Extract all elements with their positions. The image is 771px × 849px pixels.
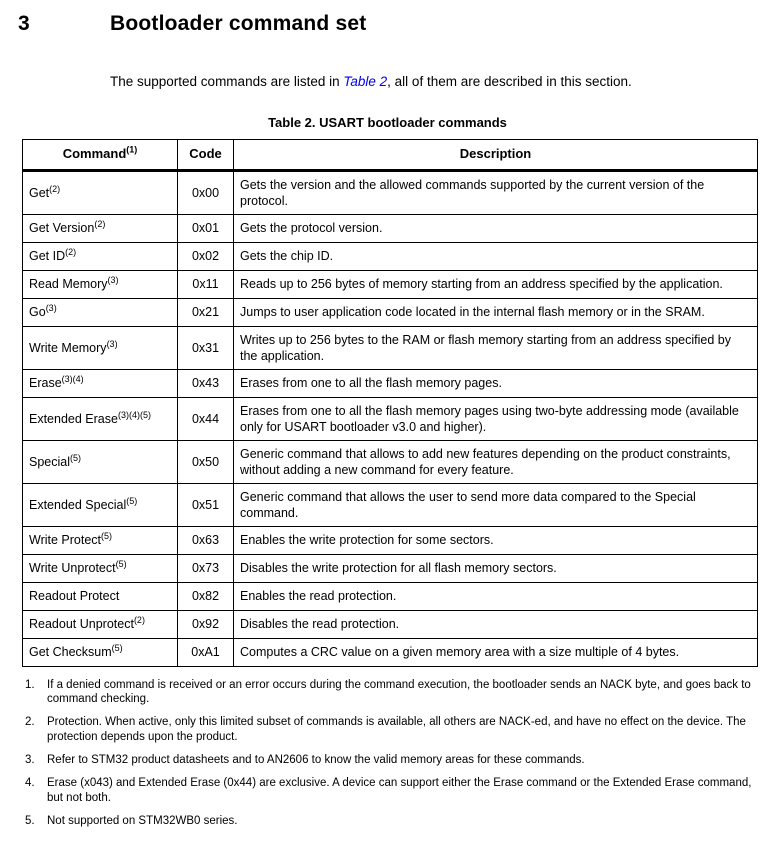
table-header [23, 139, 758, 170]
footnote-ref: (5) [101, 530, 113, 541]
footnote-text: Not supported on STM32WB0 series. [47, 815, 238, 828]
command-name: Special$^{(5)}$ [23, 440, 178, 483]
command-code: 0x50 [178, 440, 234, 483]
footnote-ref: (5) [126, 495, 138, 506]
command-name: Write Protect$^{(5)}$ [23, 526, 178, 554]
table-row-write-protect [23, 526, 758, 554]
footnote-number: 2. [25, 716, 35, 729]
footnote-text: Refer to STM32 product datasheets and to AN2606 to know the valid memory areas for these commands. [47, 754, 585, 767]
command-description: Generic command that allows to add new features depending on the product constraints, without adding a new command for every feature. [234, 440, 758, 483]
command-code: 0x02 [178, 242, 234, 270]
table-row-read-memory [23, 270, 758, 298]
command-name: Erase$^{(3)(4)}$ [23, 369, 178, 397]
footnote-ref: (5) [70, 452, 81, 463]
command-description: Erases from one to all the flash memory pages. [234, 369, 758, 397]
command-description: Reads up to 256 bytes of memory starting from an address specified by the application. [234, 270, 758, 298]
command-description: Enables the read protection. [234, 582, 758, 610]
table-row-get [23, 170, 758, 214]
command-name: Extended Special$^{(5)}$ [23, 483, 178, 526]
table-row-get-checksum [23, 638, 758, 666]
command-description: Gets the protocol version. [234, 214, 758, 242]
command-name: Readout Unprotect$^{(2)}$ [23, 610, 178, 638]
footnote-text: Erase (x043) and Extended Erase (0x44) are exclusive. A device can support either the Erase command or the Extended Erase command, but not both. [47, 777, 752, 804]
footnote-ref: (2) [94, 218, 106, 229]
footnote-ref: (2) [133, 614, 145, 625]
command-description: Disables the read protection. [234, 610, 758, 638]
table-row-extended-special [23, 483, 758, 526]
footnote-number: 5. [25, 815, 35, 828]
command-name: Go$^{(3)}$ [23, 298, 178, 326]
table-header-row [23, 139, 758, 170]
table-2-link[interactable]: Table 2 [343, 74, 388, 89]
footnote-ref: (3) [45, 302, 57, 313]
section-heading [18, 12, 758, 36]
command-code: 0x73 [178, 554, 234, 582]
command-description: Writes up to 256 bytes to the RAM or flash memory starting from an address specified by the application. [234, 326, 758, 369]
footnote-2 [25, 715, 765, 744]
footnote-number: 3. [25, 754, 35, 767]
command-description: Disables the write protection for all flash memory sectors. [234, 554, 758, 582]
command-code: 0x92 [178, 610, 234, 638]
table-row-special [23, 440, 758, 483]
command-code: 0x31 [178, 326, 234, 369]
header-command: Command$^{(1)}$ [23, 139, 178, 170]
command-code: 0x51 [178, 483, 234, 526]
intro-text-before: The supported commands are listed in [110, 74, 344, 89]
table-row-go [23, 298, 758, 326]
command-description: Jumps to user application code located in the internal flash memory or in the SRAM. [234, 298, 758, 326]
command-description: Gets the chip ID. [234, 242, 758, 270]
footnote-4 [25, 776, 765, 805]
footnote-ref: (5) [111, 642, 123, 653]
footnote-number: 4. [25, 777, 35, 790]
footnote-ref: (3) [107, 274, 119, 285]
footnote-3 [25, 753, 765, 767]
command-code: 0xA1 [178, 638, 234, 666]
command-code: 0x63 [178, 526, 234, 554]
command-code: 0x82 [178, 582, 234, 610]
footnotes-list [25, 678, 758, 829]
table-caption: Table 2. USART bootloader commands [268, 114, 507, 130]
table-row-get-id [23, 242, 758, 270]
footnote-ref: (3)(4)(5) [117, 409, 151, 420]
command-description: Erases from one to all the flash memory pages using two-byte addressing mode (available only for USART bootloader v3.0 and higher). [234, 397, 758, 440]
table-row-write-memory [23, 326, 758, 369]
command-name: Get Version$^{(2)}$ [23, 214, 178, 242]
command-code: 0x43 [178, 369, 234, 397]
command-name: Get Checksum$^{(5)}$ [23, 638, 178, 666]
footnote-1 [25, 678, 765, 707]
command-description: Enables the write protection for some sectors. [234, 526, 758, 554]
intro-paragraph [110, 73, 758, 91]
command-name: Read Memory$^{(3)}$ [23, 270, 178, 298]
header-code: Code [178, 139, 234, 170]
table-row-write-unprotect [23, 554, 758, 582]
command-code: 0x11 [178, 270, 234, 298]
table-row-extended-erase [23, 397, 758, 440]
command-name: Write Unprotect$^{(5)}$ [23, 554, 178, 582]
command-code: 0x44 [178, 397, 234, 440]
header-description: Description [234, 139, 758, 170]
table-row-readout-protect [23, 582, 758, 610]
command-name: Write Memory$^{(3)}$ [23, 326, 178, 369]
command-code: 0x01 [178, 214, 234, 242]
command-name: Get ID$^{(2)}$ [23, 242, 178, 270]
footnote-number: 1. [25, 678, 35, 691]
footnote-ref: (2) [65, 246, 77, 257]
table-row-erase [23, 369, 758, 397]
command-name: Get$^{(2)}$ [23, 170, 178, 214]
command-name: Readout Protect [23, 582, 178, 610]
footnote-5 [25, 814, 765, 828]
section-number: 3 [18, 12, 30, 35]
intro-text-after: , all of them are described in this section. [387, 74, 632, 89]
footnote-ref: (2) [49, 183, 61, 194]
table-row-get-version [23, 214, 758, 242]
command-name: Extended Erase$^{(3)(4)(5)}$ [23, 397, 178, 440]
command-description: Gets the version and the allowed commands supported by the current version of the protocol. [234, 170, 758, 214]
command-description: Generic command that allows the user to send more data compared to the Special command. [234, 483, 758, 526]
header-command-footnote-ref: (1) [126, 144, 138, 155]
command-description: Computes a CRC value on a given memory area with a size multiple of 4 bytes. [234, 638, 758, 666]
footnote-ref: (3)(4) [61, 373, 84, 384]
usart-commands-table [22, 139, 758, 667]
command-code: 0x00 [178, 170, 234, 214]
footnote-ref: (5) [115, 558, 127, 569]
footnote-ref: (3) [106, 338, 118, 349]
table-row-readout-unprotect [23, 610, 758, 638]
footnote-text: If a denied command is received or an error occurs during the command execution, the bootloader sends an NACK byte, and goes back to command checking. [47, 678, 751, 705]
footnote-text: Protection. When active, only this limited subset of commands is available, all others are NACK-ed, and have no effect on the device. The protection depends upon the product. [47, 716, 746, 743]
command-code: 0x21 [178, 298, 234, 326]
section-title: Bootloader command set [110, 12, 367, 35]
table-body [23, 170, 758, 666]
